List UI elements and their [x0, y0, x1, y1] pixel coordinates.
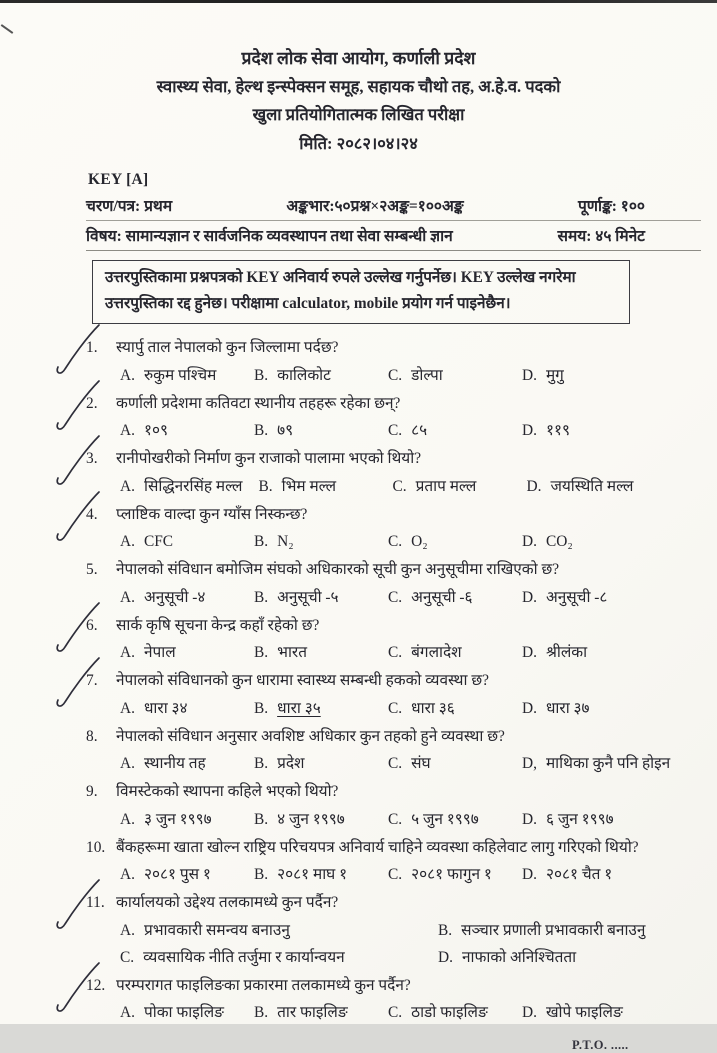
option-row	[86, 999, 703, 1026]
option-label: A.	[120, 533, 135, 550]
option-text: CFC	[143, 533, 174, 550]
question-block	[86, 557, 703, 611]
question-block	[86, 724, 703, 778]
answer-option	[388, 695, 506, 722]
answer-option	[522, 584, 607, 611]
notice-text: उत्तरपुस्तिकामा प्रश्नपत्रको KEY अनिवार्य रुपले उल्लेख गर्नुपर्नेछ। KEY उल्लेख नगरेमा उत्तरपुस्तिका रद्द हुनेछ। परीक्षामा calculator, mobile प्रयोग गर्न पाइनेछैन।	[105, 269, 576, 312]
option-row	[86, 584, 703, 611]
option-text: सिद्धिनरसिंह मल्ल	[143, 477, 243, 495]
option-text: ११९	[545, 422, 570, 439]
question-list	[86, 335, 703, 1026]
option-text: २०८१ चैत १	[545, 866, 613, 883]
option-text: अनुसूची -४	[143, 588, 206, 606]
question-text: बैंकहरूमा खाता खोल्न राष्ट्रिय परिचयपत्र अनिवार्य चाहिने व्यवस्था कहिलेवाट लागु गरिएको थियो?	[116, 838, 639, 856]
answer-option	[522, 362, 564, 389]
option-label: C.	[388, 588, 403, 606]
option-label: C.	[388, 810, 403, 828]
answer-option	[254, 528, 372, 555]
option-label: A.	[120, 1004, 135, 1021]
answer-option	[120, 473, 242, 500]
option-text: नेपाल	[143, 644, 176, 661]
option-text: ७९	[277, 422, 294, 439]
answer-option	[120, 584, 238, 611]
option-text: रुकुम पश्चिम	[143, 366, 217, 384]
question-number: 9.	[86, 783, 98, 800]
option-label: A.	[120, 422, 135, 439]
meta-row-2	[86, 221, 701, 251]
question-number: 5.	[86, 561, 98, 578]
question-text: प्लाष्टिक वाल्दा कुन ग्याँस निस्कन्छ?	[116, 505, 308, 523]
question-block	[86, 779, 703, 833]
option-label: D.	[522, 866, 537, 883]
question-number: 2.	[86, 394, 98, 412]
option-text: २०८१ माघ १	[277, 866, 348, 883]
option-text: माथिका कुनै पनि होइन	[545, 755, 671, 772]
commission-title: प्रदेश लोक सेवा आयोग, कर्णाली प्रदेश	[241, 48, 476, 68]
option-label: C.	[388, 866, 403, 883]
option-label: B.	[254, 1004, 269, 1021]
answer-option	[388, 639, 506, 666]
answer-option	[254, 639, 372, 666]
option-text: नाफाको अनिश्चितता	[461, 948, 577, 966]
option-text: धारा ३४	[143, 699, 188, 717]
option-row	[86, 806, 703, 833]
option-text: बंगलादेश	[411, 644, 462, 661]
question-number: 10.	[86, 838, 106, 856]
option-text: जयस्थिति मल्ल	[550, 477, 634, 495]
answer-option	[254, 417, 372, 444]
option-label: D.	[522, 644, 537, 661]
option-label: A.	[120, 699, 135, 717]
answer-option	[254, 584, 372, 611]
answer-option	[254, 362, 372, 389]
option-label: D.	[522, 588, 537, 606]
exam-header	[0, 0, 717, 158]
answer-option	[120, 999, 238, 1026]
option-text: तार फाइलिङ	[277, 1004, 348, 1021]
question-number: 3.	[86, 450, 98, 467]
option-text: ३ जुन १९९७	[143, 810, 212, 828]
option-label: D.	[522, 699, 537, 717]
pto-label: P.T.O. .....	[572, 1038, 629, 1052]
question-line	[86, 973, 703, 1000]
option-row	[86, 473, 703, 500]
question-number: 11.	[86, 894, 105, 911]
option-text: डोल्पा	[411, 366, 443, 384]
option-label: D.	[522, 533, 537, 550]
option-text: अनुसूची -५	[277, 588, 339, 606]
question-text: नेपालको संविधान बमोजिम संघको अधिकारको सूची कुन अनुसूचीमा राखिएको छ?	[116, 561, 560, 578]
question-line	[86, 779, 703, 806]
option-text: ४ जुन १९९७	[277, 810, 345, 828]
option-label: C.	[388, 755, 403, 772]
full-marks-label: पूर्णाङ्क: १००	[577, 198, 645, 215]
question-block	[86, 890, 703, 971]
option-label: D.	[438, 948, 453, 966]
option-text: स्थानीय तह	[143, 755, 206, 772]
option-row	[86, 417, 703, 444]
option-label: D,	[522, 755, 537, 772]
option-label: B.	[258, 477, 273, 495]
option-text: धारा ३५	[277, 699, 321, 717]
question-block	[86, 391, 703, 445]
answer-option	[254, 861, 372, 888]
answer-option	[388, 362, 506, 389]
option-text: ६ जुन १९९७	[545, 810, 614, 828]
option-row	[86, 861, 703, 888]
option-label: A.	[120, 588, 135, 606]
service-group-line: स्वास्थ्य सेवा, हेल्थ इन्स्पेक्सन समूह, सहायक चौथो तह, अ.हे.व. पदको	[156, 76, 561, 96]
answer-option	[388, 750, 506, 777]
option-label: C.	[392, 477, 407, 495]
answer-option	[254, 806, 372, 833]
answer-option	[120, 528, 238, 555]
question-block	[86, 613, 703, 667]
option-text: १०९	[143, 422, 168, 439]
option-text: श्रीलंका	[545, 644, 588, 661]
option-text: कालिकोट	[277, 366, 331, 384]
question-text: कर्णाली प्रदेशमा कतिवटा स्थानीय तहहरू रहेका छन्?	[116, 394, 401, 412]
question-line	[86, 890, 703, 917]
option-text: N₂	[277, 533, 294, 550]
option-text: धारा ३७	[545, 699, 590, 717]
question-line	[86, 724, 703, 751]
key-label: KEY [A]	[88, 171, 149, 188]
option-label: B.	[254, 533, 269, 550]
answer-option	[388, 806, 506, 833]
question-text: विमस्टेकको स्थापना कहिले भएको थियो?	[116, 783, 339, 800]
exam-type-line: खुला प्रतियोगितात्मक लिखित परीक्षा	[252, 105, 465, 124]
option-label: C.	[388, 533, 403, 550]
question-text: कार्यालयको उद्देश्य तलकामध्ये कुन पर्दैन?	[116, 894, 339, 911]
option-text: ठाडो फाइलिङ	[411, 1004, 488, 1021]
question-text: नेपालको संविधान अनुसार अवशिष्ट अधिकार कुन तहको हुने व्यवस्था छ?	[116, 727, 505, 745]
option-text: पोका फाइलिङ	[143, 1004, 224, 1021]
meta-row-1	[86, 191, 701, 221]
answer-option	[120, 417, 238, 444]
option-text: भारत	[277, 644, 307, 661]
answer-option	[258, 473, 376, 500]
option-text: धारा ३६	[411, 699, 455, 717]
answer-option	[438, 944, 703, 971]
question-block	[86, 446, 703, 500]
option-text: व्यवसायिक नीति तर्जुमा र कार्यान्वयन	[143, 948, 345, 966]
option-label: A.	[120, 366, 135, 384]
option-label: B.	[254, 699, 269, 717]
question-line	[86, 668, 703, 695]
option-label: A.	[120, 755, 135, 772]
exam-date: मिति: २०८२।०४।२४	[299, 133, 418, 153]
answer-option	[120, 806, 238, 833]
option-label: A.	[120, 921, 135, 939]
option-label: A.	[120, 477, 135, 495]
question-number: 7.	[86, 672, 98, 689]
option-row	[86, 528, 703, 555]
option-text: ८५	[411, 422, 428, 439]
option-label: C.	[388, 1004, 403, 1021]
question-block	[86, 502, 703, 556]
question-text: रानीपोखरीको निर्माण कुन राजाको पालामा भएको थियो?	[116, 450, 422, 467]
question-line	[86, 557, 703, 584]
answer-option	[388, 528, 506, 555]
question-line	[86, 835, 703, 862]
option-label: D.	[522, 366, 537, 384]
answer-option	[254, 750, 372, 777]
answer-option	[254, 695, 372, 722]
option-text: २०८१ पुस १	[143, 866, 211, 883]
answer-option	[120, 917, 438, 944]
answer-option	[120, 750, 238, 777]
question-text: सार्क कृषि सूचना केन्द्र कहाँ रहेको छ?	[116, 616, 320, 634]
question-number: 12.	[86, 976, 106, 994]
answer-option	[522, 417, 570, 444]
answer-option	[522, 999, 623, 1026]
answer-option	[120, 861, 238, 888]
option-label: B.	[254, 866, 269, 883]
option-label: A.	[120, 866, 135, 883]
option-text: भिम मल्ल	[281, 477, 337, 495]
option-label: B.	[254, 588, 269, 606]
answer-option	[522, 806, 614, 833]
option-text: २०८१ फागुन १	[411, 866, 492, 883]
question-number: 6.	[86, 616, 98, 634]
option-row	[86, 695, 703, 722]
question-block	[86, 335, 703, 389]
question-block	[86, 668, 703, 722]
answer-option	[522, 639, 587, 666]
option-text: अनुसूची -८	[545, 588, 608, 606]
option-label: A.	[120, 644, 135, 661]
option-text: संघ	[411, 755, 431, 772]
option-label: C.	[388, 366, 403, 384]
answer-option	[522, 750, 670, 777]
option-label: C.	[388, 699, 403, 717]
question-text: स्यार्पु ताल नेपालको कुन जिल्लामा पर्दछ?	[116, 339, 339, 356]
option-text: प्रभावकारी समन्वय बनाउनु	[143, 921, 290, 939]
question-line	[86, 335, 703, 362]
answer-option	[388, 417, 506, 444]
option-label: D.	[522, 810, 537, 828]
option-text: CO₂	[545, 533, 573, 550]
option-text: अनुसूची -६	[411, 588, 473, 606]
answer-option	[254, 999, 372, 1026]
time-label: समय: ४५ मिनेट	[557, 228, 645, 245]
question-number: 4.	[86, 505, 98, 523]
option-label: B.	[254, 644, 269, 661]
answer-option	[438, 917, 703, 944]
option-text: मुगु	[545, 366, 564, 384]
option-label: D.	[522, 422, 537, 439]
question-block	[86, 973, 703, 1027]
option-label: C.	[388, 422, 403, 439]
option-label: B.	[438, 921, 453, 939]
question-block	[86, 835, 703, 889]
answer-option	[120, 362, 238, 389]
option-label: D.	[522, 1004, 537, 1021]
option-row	[86, 917, 703, 971]
option-text: प्रताप मल्ल	[415, 477, 477, 495]
option-text: O₂	[411, 533, 428, 550]
answer-option	[388, 861, 506, 888]
option-row	[86, 362, 703, 389]
answer-option	[526, 473, 633, 500]
answer-option	[522, 695, 590, 722]
question-number: 8.	[86, 727, 98, 745]
option-label: B.	[254, 755, 269, 772]
notice-box	[92, 260, 630, 324]
question-number: 1.	[86, 339, 98, 356]
option-row	[86, 750, 703, 777]
phase-label: चरण/पत्र: प्रथम	[86, 198, 173, 215]
marks-formula: अङ्कभार:५०प्रश्न×२अङ्क=१००अङ्क	[286, 198, 464, 215]
option-row	[86, 639, 703, 666]
answer-option	[522, 528, 573, 555]
question-text: परम्परागत फाइलिङका प्रकारमा तलकामध्ये कुन पर्दैन?	[116, 976, 411, 994]
subject-label: विषय: सामान्यज्ञान र सार्वजनिक व्यवस्थापन तथा सेवा सम्बन्धी ज्ञान	[86, 228, 453, 245]
answer-option	[388, 999, 506, 1026]
scan-edge-artifact	[0, 0, 717, 3]
question-line	[86, 446, 703, 473]
option-text: सञ्चार प्रणाली प्रभावकारी बनाउनु	[461, 921, 646, 939]
option-label: A.	[120, 810, 135, 828]
answer-option	[120, 695, 238, 722]
option-text: खोपे फाइलिङ	[545, 1004, 623, 1021]
answer-option	[522, 861, 612, 888]
option-label: C.	[120, 948, 135, 966]
option-label: C.	[388, 644, 403, 661]
question-line	[86, 502, 703, 529]
option-label: D.	[526, 477, 542, 495]
option-label: B.	[254, 366, 269, 384]
option-text: प्रदेश	[277, 755, 305, 772]
question-line	[86, 613, 703, 640]
option-label: B.	[254, 810, 269, 828]
option-label: B.	[254, 422, 269, 439]
exam-meta	[86, 191, 701, 251]
answer-option	[120, 639, 238, 666]
answer-option	[388, 584, 506, 611]
answer-option	[120, 944, 438, 971]
option-text: ५ जुन १९९७	[411, 810, 479, 828]
question-text: नेपालको संविधानको कुन धारामा स्वास्थ्य सम्बन्धी हकको व्यवस्था छ?	[116, 672, 489, 689]
question-line	[86, 391, 703, 418]
answer-option	[392, 473, 510, 500]
